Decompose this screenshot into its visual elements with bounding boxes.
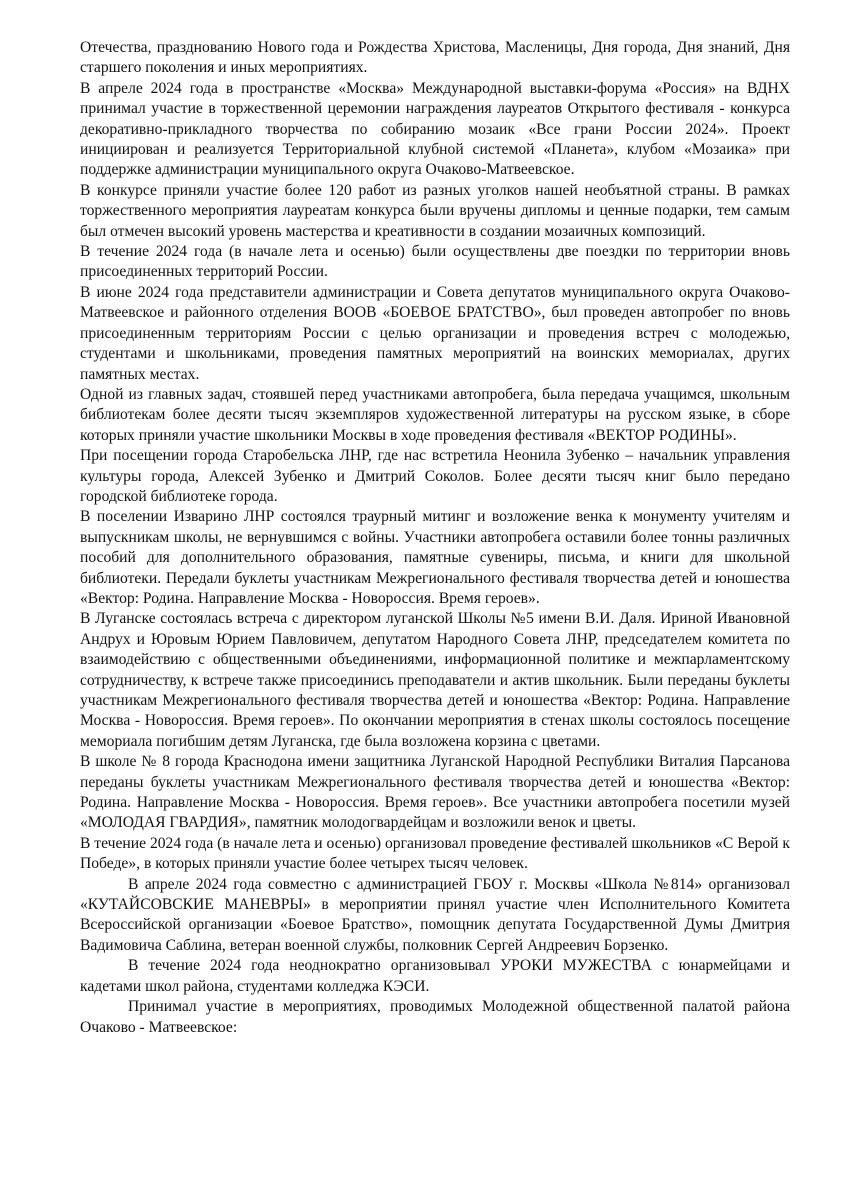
paragraph-courage-lessons: В течение 2024 года неоднократно организовывал УРОКИ МУЖЕСТВА с юнармейцами и кадетами школ района, студентами колледжа КЭСИ. — [80, 957, 790, 995]
paragraph-holidays: Отечества, празднованию Нового года и Рождества Христова, Масленицы, Дня города, Дня знаний, Дня старшего поколения и иных мероприятиях. — [80, 39, 790, 77]
paragraph-krasnodon: В школе № 8 города Краснодона имени защитника Луганской Народной Республики Виталия Парсанова переданы буклеты участникам Межрегионального фестиваля творчества детей и юношества «Вектор: Родина. Направление Москва - Новороссия. Время героев». Все участники автопробега посетили музей «МОЛОДАЯ ГВАРДИЯ», памятник молодогвардейцам и возложили венок и цветы. — [80, 753, 790, 832]
paragraph-lugansk: В Луганске состоялась встреча с директором луганской Школы №5 имени В.И. Даля. Ириной Ивановной Андрух и Юровым Юрием Павловичем, депутатом Народного Совета ЛНР, председателем комитета по взаимодействию с общественными объединениями, информационной политике и межпарламентскому сотрудничеству, к встрече также присоединись преподаватели и актив школьник. Были переданы буклеты участникам Межрегионального фестиваля творчества детей и юношества «Вектор: Родина. Направление Москва - Новороссия. Время героев». По окончании мероприятия в стенах школы состоялось посещение мемориала погибшим детям Луганска, где была возложена корзина с цветами. — [80, 610, 790, 750]
paragraph-contest: В конкурсе приняли участие более 120 работ из разных уголков нашей необъятной страны. В рамках торжественного мероприятия лауреатам конкурса были вручены дипломы и ценные подарки, тем самым был отмечен высокий уровень мастерства и креативности в создании мозаичных композиций. — [80, 181, 790, 240]
paragraph-starobelsk: При посещении города Старобельска ЛНР, где нас встретила Неонила Зубенко – начальник управления культуры города, Алексей Зубенко и Дмитрий Соколов. Более десяти тысяч книг было передано городской библиотеке города. — [80, 447, 790, 505]
paragraph-kutaisov-maneuvers: В апреле 2024 года совместно с администрацией ГБОУ г. Москвы «Школа №814» организовал «КУТАЙСОВСКИЕ МАНЕВРЫ» в мероприятии принял участие член Исполнительного Комитета Всероссийской организации «Боевое Братство», помощник депутата Государственной Думы Дмитрия Вадимовича Саблина, ветеран военной службы, полковник Сергей Андреевич Борзенко. — [80, 875, 790, 954]
paragraph-books-transfer: Одной из главных задач, стоявшей перед участниками автопробега, была передача учащимся, школьным библиотекам более десяти тысяч экземпляров художественной литературы на русском языке, в сборе которых приняли участие школьники Москвы в ходе проведения фестиваля «ВЕКТОР РОДИНЫ». — [80, 385, 790, 444]
paragraph-youth-chamber: Принимал участие в мероприятиях, проводимых Молодежной общественной палатой района Очаково - Матвеевское: — [80, 998, 790, 1036]
paragraph-trips: В течение 2024 года (в начале лета и осенью) были осуществлены две поездки по территории вновь присоединенных территорий России. — [80, 243, 790, 281]
document-page — [80, 38, 790, 1038]
paragraph-june-rally: В июне 2024 года представители администрации и Совета депутатов муниципального округа Очаково-Матвеевское и районного отделения ВООВ «БОЕВОЕ БРАТСТВО», был проведен автопробег по вновь присоединенным территориям России с целью организации и проведения встреч с молодежью, студентами и школьниками, проведения памятных мероприятий на воинских мемориалах, других памятных местах. — [80, 283, 790, 383]
paragraph-festivals: В течение 2024 года (в начале лета и осенью) организовал проведение фестивалей школьников «С Верой к Победе», в которых приняли участие более четырех тысяч человек. — [80, 834, 790, 873]
paragraph-vdnh-festival: В апреле 2024 года в пространстве «Москва» Международной выставки-форума «Россия» на ВДНХ принимал участие в торжественной церемонии награждения лауреатов Открытого фестиваля - конкурса декоративно-прикладного творчества по собиранию мозаик «Все грани России 2024». Проект инициирован и реализуется Территориальной клубной системой «Планета», клубом «Мозаика» при поддержке администрации муниципального округа Очаково-Матвеевское. — [80, 79, 790, 179]
paragraph-izvarino: В поселении Изварино ЛНР состоялся траурный митинг и возложение венка к монументу учителям и выпускникам школы, не вернувшимся с войны. Участники автопробега оставили более тонны различных пособий для дополнительного образования, памятные сувениры, письма, и книги для школьной библиотеки. Передали буклеты участникам Межрегионального фестиваля творчества детей и юношества «Вектор: Родина. Направление Москва - Новороссия. Время героев». — [80, 508, 790, 607]
